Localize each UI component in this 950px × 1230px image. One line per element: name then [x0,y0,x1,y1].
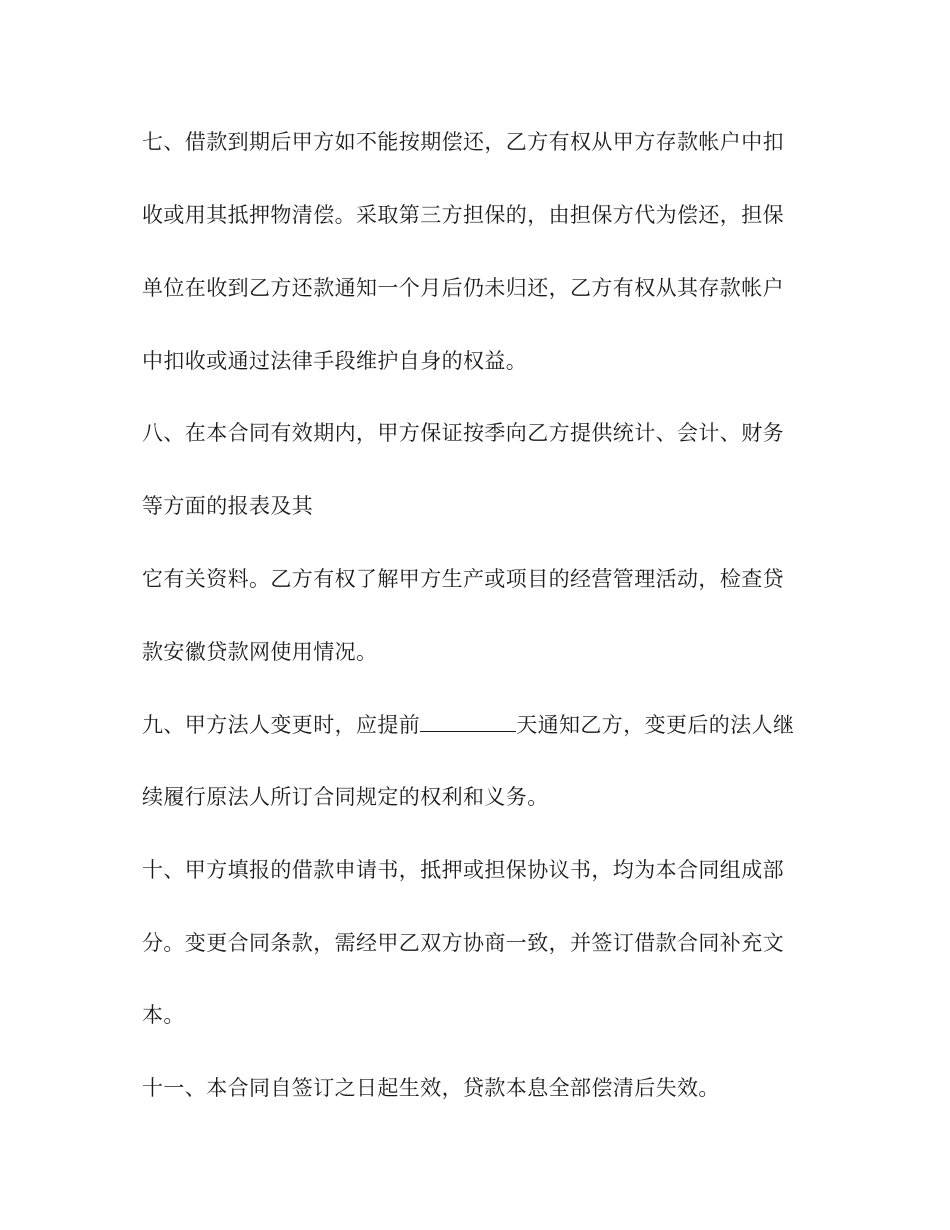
clause-9-text-after-blank: 天通知乙方，变更后的法人继 [516,713,795,737]
clause-7-line-2: 收或用其抵押物清偿。采取第三方担保的，由担保方代为偿还，担保 [142,203,784,227]
clause-8-line-4: 款安徽贷款网使用情况。 [142,640,378,664]
clause-10-line-3: 本。 [142,1003,185,1027]
clause-8-line-3: 它有关资料。乙方有权了解甲方生产或项目的经营管理活动，检查贷 [142,567,784,591]
clause-7-line-4: 中扣收或通过法律手段维护自身的权益。 [142,349,528,373]
fill-in-blank[interactable] [420,713,516,732]
clause-11-line-1: 十一、本合同自签订之日起生效，贷款本息全部偿清后失效。 [142,1076,720,1100]
clause-7-line-3: 单位在收到乙方还款通知一个月后仍未归还，乙方有权从其存款帐户 [142,276,784,300]
clause-9-text-before-blank: 九、甲方法人变更时，应提前 [142,713,421,737]
clause-9-line-2: 续履行原法人所订合同规定的权利和义务。 [142,785,549,809]
clause-7-line-1: 七、借款到期后甲方如不能按期偿还，乙方有权从甲方存款帐户中扣 [142,130,784,154]
clause-9-line-1 [142,710,794,740]
clause-10-line-1: 十、甲方填报的借款申请书，抵押或担保协议书，均为本合同组成部 [142,858,784,882]
clause-8-line-2: 等方面的报表及其 [142,494,314,518]
clause-8-line-1: 八、在本合同有效期内，甲方保证按季向乙方提供统计、会计、财务 [142,421,784,445]
clause-10-line-2: 分。变更合同条款，需经甲乙双方协商一致，并签订借款合同补充文 [142,931,784,955]
